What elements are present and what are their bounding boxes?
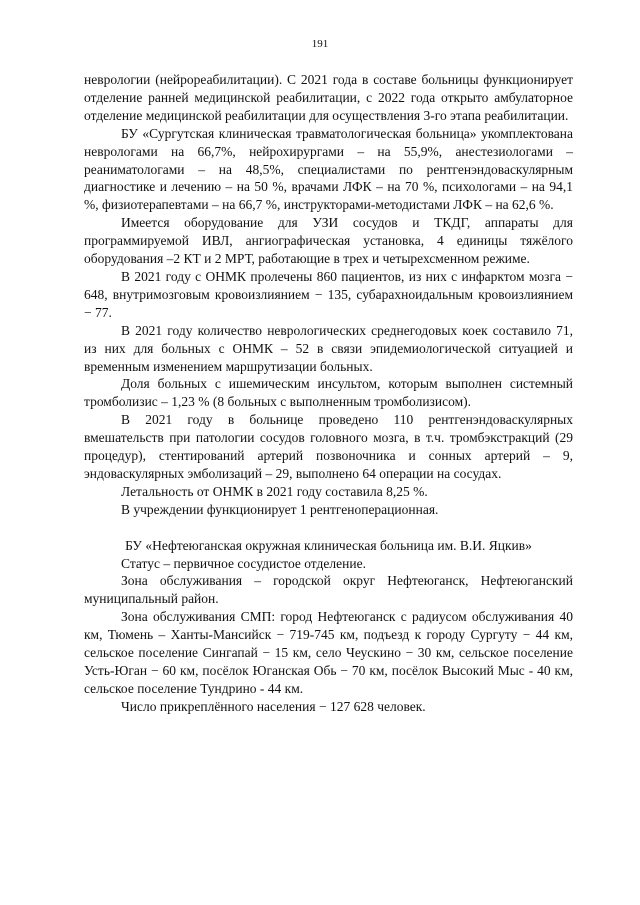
paragraph-thrombolysis: Доля больных с ишемическим инсультом, которым выполнен системный тромболизис – 1,23 % (8 больных с выполненным тромболизисом). [84,376,573,410]
paragraph-bed-count: В 2021 году количество неврологических среднегодовых коек составило 71, из них для больных с ОНМК – 52 в связи эпидемиологической ситуацией и временным изменением маршрутизации больных. [84,322,573,374]
paragraph-equipment: Имеется оборудование для УЗИ сосудов и ТКДГ, аппараты для программируемой ИВЛ, ангиографическая установка, 4 единицы тяжёлого оборудования –2 КТ и 2 МРТ, работающие в трех и четырехсменном режиме. [84,215,573,267]
paragraph-service-zone: Зона обслуживания – городской округ Нефтеюганск, Нефтеюганский муниципальный район. [84,573,573,607]
page-number: 191 [311,38,329,50]
paragraph-continuation: неврологии (нейрореабилитации). С 2021 года в составе больницы функционирует отделение ранней медицинской реабилитации, с 2022 года открыто амбулаторное отделение медицинской реабилитации для осуществления 3-го этапа реабилитации. [84,72,573,123]
page-content [84,71,573,716]
paragraph-ambulance-zone: Зона обслуживания СМП: город Нефтеюганск с радиусом обслуживания 40 км, Тюмень – Ханты-Мансийск − 719-745 км, подъезд к городу Сургуту − 44 км, сельское поселение Сингапай − 15 км, село Чеускино − 30 км, сельское поселение Усть-Юган − 60 км, посёлок Юганская Обь − 70 км, посёлок Высокий Мыс - 40 км, сельское поселение Тундрино - 44 км. [84,609,573,696]
paragraph-operating-room: В учреждении функционирует 1 рентгеноперационная. [121,501,439,517]
paragraph-interventions: В 2021 году в больнице проведено 110 рентгенэндоваскулярных вмешательств при патологии сосудов головного мозга, в т.ч. тромбэкстракций (29 процедур), стентирований артерий позвоночника и сонных артерий – 9, эндоваскулярных эмболизаций – 29, выполнено 64 операции на сосудах. [84,412,573,481]
paragraph-population: Число прикреплённого населения − 127 628 человек. [121,698,426,714]
paragraph-staffing: БУ «Сургутская клиническая травматологическая больница» укомплектована неврологами на 66,7%, нейрохирургами – на 55,9%, анестезиологами – реаниматологами – на 48,5%, специалистами по рентгенэндоваскулярным диагностике и лечению – на 50 %, врачами ЛФК – на 70 %, психологами – на 94,1 %, физиотерапевтами – на 66,7 %, инструкторами-методистами ЛФК – на 62,6 %. [84,125,573,213]
paragraph-status: Статус – первичное сосудистое отделение. [121,555,366,571]
paragraph-patients-treated: В 2021 году с ОНМК пролечены 860 пациентов, из них с инфарктом мозга − 648, внутримозговым кровоизлиянием − 135, субарахноидальным кровоизлиянием − 77. [84,268,573,320]
section-heading: БУ «Нефтеюганская окружная клиническая больница им. В.И. Яцкив» [125,537,532,553]
paragraph-mortality: Летальность от ОНМК в 2021 году составила 8,25 %. [121,483,428,499]
